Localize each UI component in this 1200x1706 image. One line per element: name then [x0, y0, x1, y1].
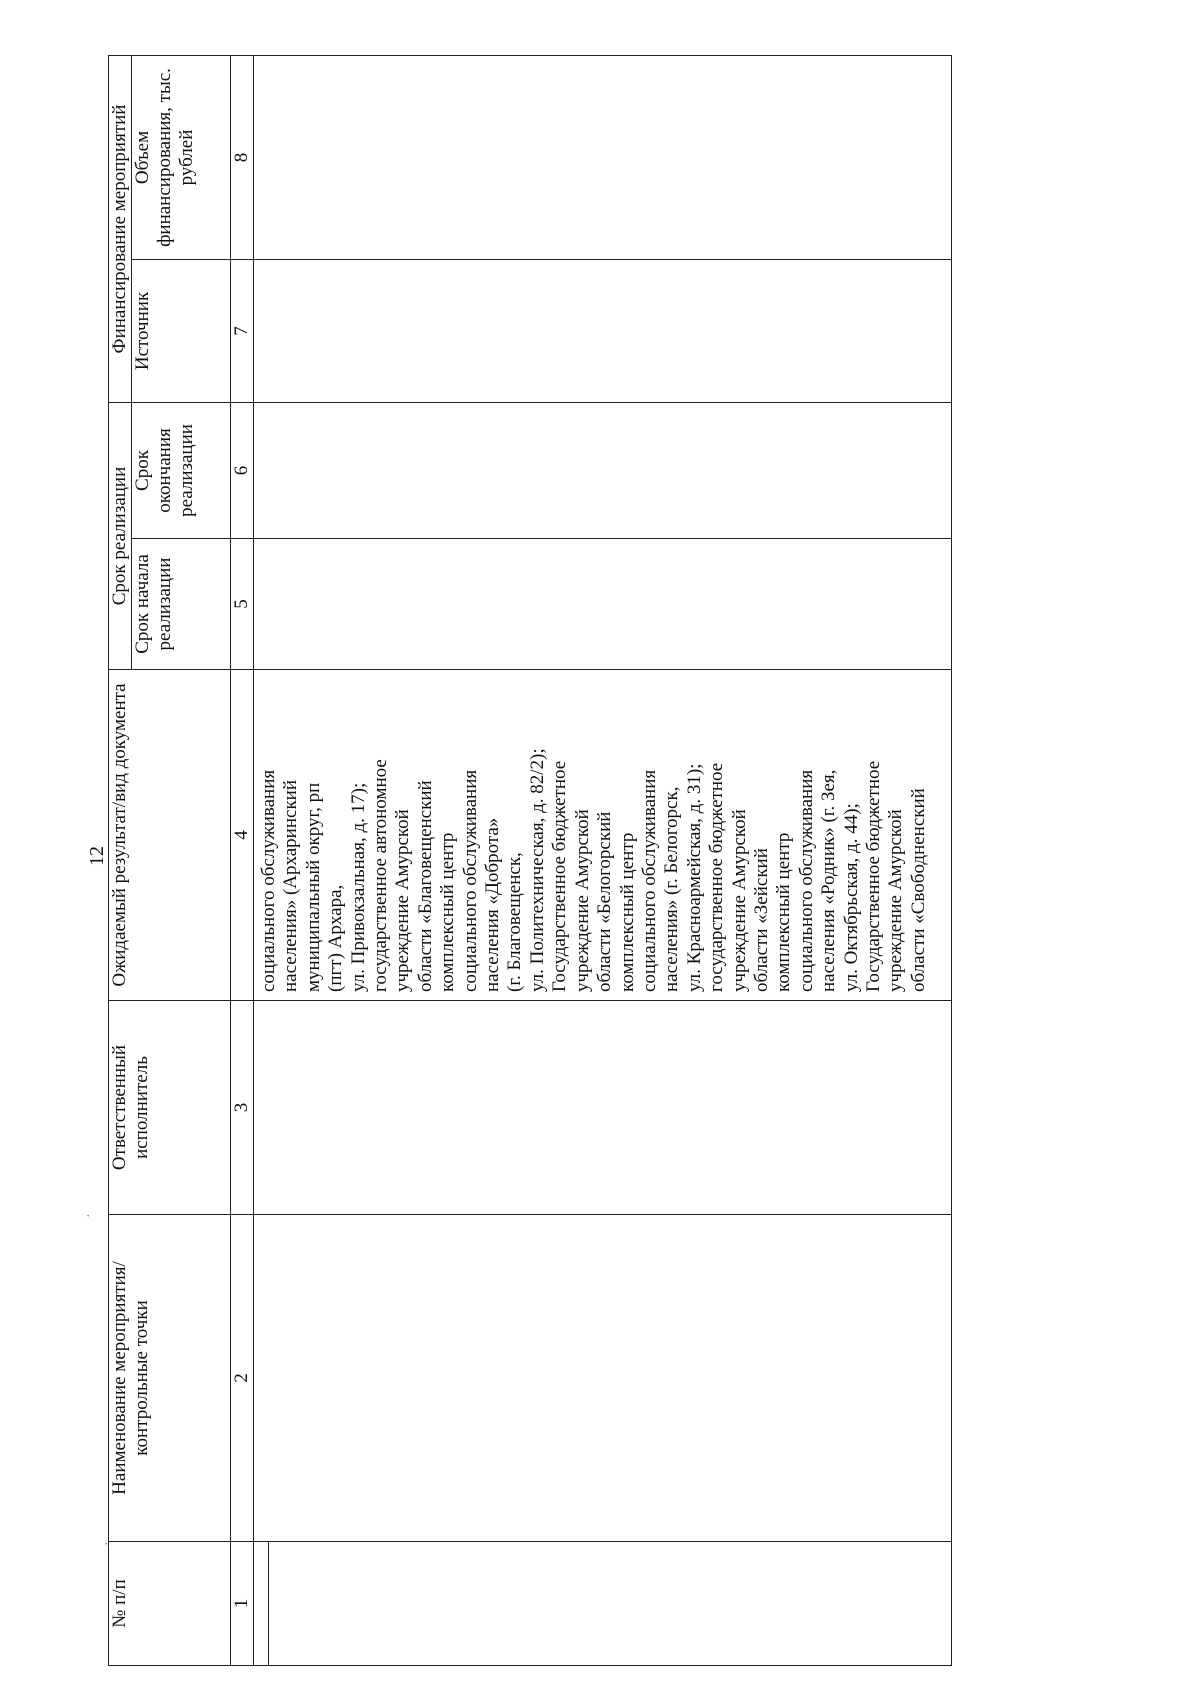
- column-number: 7: [231, 259, 254, 402]
- scan-speck: ·: [82, 1213, 97, 1218]
- column-number: 3: [231, 1001, 254, 1215]
- header-col-5: Срок начала реализации: [132, 539, 231, 670]
- header-col-7: Источник: [132, 259, 231, 402]
- result-text-line: области «Благовещенский: [414, 780, 436, 992]
- column-number-row: [231, 55, 254, 1665]
- plan-table: [108, 55, 952, 1666]
- table-cell: [254, 402, 952, 538]
- header-group-finance: Финансирование мероприятий: [109, 55, 132, 402]
- result-text-line: учреждение Амурской: [571, 809, 593, 992]
- column-number: 5: [231, 539, 254, 670]
- result-text-line: комплексный центр: [616, 832, 638, 992]
- header-col-2: Наименование мероприятия/ контрольные точки: [109, 1215, 231, 1542]
- result-text-line: учреждение Амурской: [885, 809, 907, 992]
- column-number: 4: [231, 670, 254, 1001]
- result-text-line: Государственное бюджетное: [862, 760, 884, 992]
- expected-result-cell: [254, 670, 952, 1001]
- table-cell: [254, 55, 952, 259]
- header-col-8: Объем финансирования, тыс. рублей: [132, 55, 231, 259]
- header-col-1: № п/п: [109, 1542, 231, 1666]
- result-text-line: государственное автономное: [370, 759, 392, 992]
- page-number: 12: [86, 846, 108, 866]
- column-number: 8: [231, 55, 254, 259]
- table-cell: [254, 1001, 952, 1215]
- result-text-line: населения» (г. Белогорск,: [661, 786, 683, 992]
- result-text-line: (г. Благовещенск,: [504, 852, 526, 992]
- result-text-line: Государственное бюджетное: [549, 760, 571, 992]
- column-number: 2: [231, 1215, 254, 1542]
- subdivision-row: [254, 55, 269, 1665]
- result-text-line: ул. Октябрьская, д. 44);: [840, 803, 862, 992]
- expected-result-text: [258, 676, 930, 992]
- scan-speck: ·: [100, 1541, 115, 1546]
- result-text-line: социального обслуживания: [638, 769, 660, 992]
- header-col-4: Ожидаемый результат/вид документа: [109, 670, 231, 1001]
- header-col-3: Ответственный исполнитель: [109, 1001, 231, 1215]
- result-text-line: учреждение Амурской: [392, 809, 414, 992]
- result-text-line: (пгт) Архара,: [325, 884, 347, 992]
- result-text-line: социального обслуживания: [459, 769, 481, 992]
- result-text-line: государственное бюджетное: [706, 762, 728, 992]
- header-col-6: Срок окончания реализации: [132, 402, 231, 538]
- result-text-line: муниципальный округ, рп: [302, 782, 324, 992]
- column-number: 6: [231, 402, 254, 538]
- table-cell: [254, 1542, 269, 1666]
- result-text-line: комплексный центр: [773, 832, 795, 992]
- header-row-1: [109, 55, 132, 1665]
- header-group-term: Срок реализации: [109, 402, 132, 669]
- table-cell: [254, 539, 952, 670]
- result-text-line: области «Свободненский: [907, 788, 929, 992]
- table-cell: [269, 1542, 952, 1666]
- result-text-line: населения» (Архаринский: [280, 779, 302, 992]
- result-text-line: области «Зейский: [750, 848, 772, 992]
- result-text-line: социального обслуживания: [795, 769, 817, 992]
- result-text-line: ул. Привокзальная, д. 17);: [347, 782, 369, 992]
- result-text-line: ул. Политехническая, д. 82/2);: [526, 748, 548, 992]
- result-text-line: учреждение Амурской: [728, 809, 750, 992]
- result-text-line: социального обслуживания: [258, 769, 279, 992]
- result-text-line: ул. Красноармейская, д. 31);: [683, 763, 705, 992]
- table-cell: [254, 1215, 952, 1542]
- table-cell: [254, 259, 952, 402]
- result-text-line: населения «Доброта»: [482, 817, 504, 992]
- result-text-line: комплексный центр: [437, 832, 459, 992]
- column-number: 1: [231, 1542, 254, 1666]
- result-text-line: области «Белогорский: [594, 811, 616, 992]
- result-text-line: населения «Родник» (г. Зея,: [818, 769, 840, 992]
